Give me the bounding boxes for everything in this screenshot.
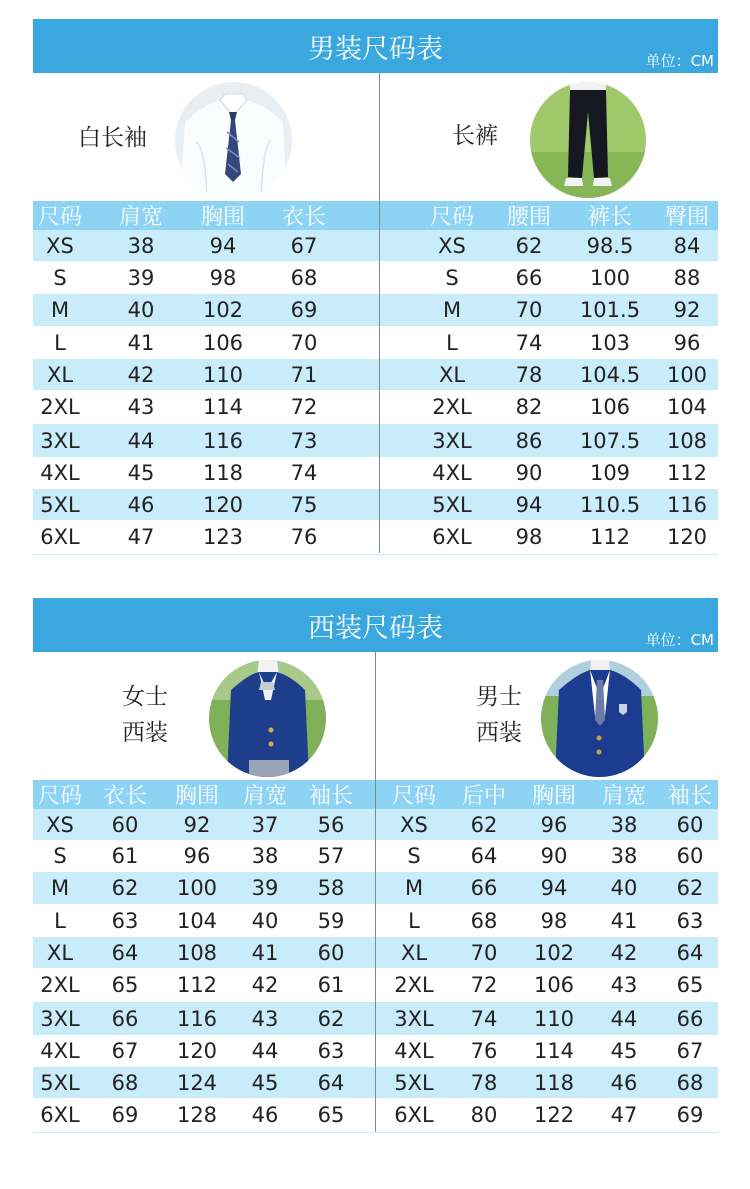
table-cell: XL — [46, 362, 74, 387]
table-cell: 44 — [610, 1006, 638, 1031]
table-cell: 44 — [251, 1039, 279, 1063]
table-cell: 80 — [470, 1102, 498, 1127]
table-cell: 110.5 — [579, 492, 641, 517]
table-cell: 108 — [176, 940, 218, 965]
table-header-cell: 袖长 — [667, 784, 713, 809]
table-cell: 90 — [515, 461, 543, 485]
shirt-label: 白长袖 — [78, 125, 147, 151]
table-cell: 120 — [666, 524, 708, 549]
table-row — [380, 326, 718, 359]
table-row — [33, 424, 379, 457]
table-cell: 72 — [470, 973, 498, 997]
table-cell: 116 — [176, 1006, 218, 1031]
table-cell: L — [54, 908, 66, 933]
table-cell: 65 — [676, 973, 704, 997]
table-cell: 63 — [317, 1039, 345, 1063]
table-cell: 86 — [515, 428, 543, 453]
table-cell: 59 — [317, 908, 345, 933]
table-row — [33, 1067, 375, 1098]
table-header-cell: 腰围 — [506, 205, 552, 230]
table-cell: 120 — [176, 1039, 218, 1063]
table-cell: 6XL — [432, 524, 472, 549]
table-bottom-line — [380, 554, 718, 555]
table-row — [376, 1002, 718, 1035]
table-cell: S — [407, 844, 421, 868]
table-row — [33, 904, 375, 937]
table-cell: 2XL — [394, 973, 434, 997]
table-row — [33, 1002, 375, 1035]
table-row — [376, 872, 718, 904]
table-cell: 40 — [251, 908, 279, 933]
table-row — [33, 968, 375, 1002]
table-cell: 60 — [111, 812, 139, 837]
table-cell: 98 — [209, 265, 237, 290]
table-cell: 4XL — [40, 1039, 80, 1063]
table-cell: 41 — [610, 908, 638, 933]
table-cell: 61 — [111, 844, 139, 868]
table-row — [380, 230, 718, 261]
table-cell: 62 — [676, 876, 704, 900]
table-cell: 94 — [515, 492, 543, 517]
table-cell: 3XL — [432, 428, 472, 453]
table-cell: S — [445, 265, 459, 290]
men-suit-photo — [541, 660, 658, 777]
table-cell: 3XL — [40, 1006, 80, 1031]
table-cell: 37 — [251, 812, 279, 837]
table-row — [33, 1035, 375, 1067]
table-cell: 39 — [127, 265, 155, 290]
table-row — [33, 1098, 375, 1131]
table-cell: 128 — [176, 1102, 218, 1127]
table-header-cell: 裤长 — [587, 205, 633, 230]
table-cell: 5XL — [40, 492, 80, 517]
table-cell: 5XL — [432, 492, 472, 517]
table-row — [33, 840, 375, 872]
table-cell: 43 — [610, 973, 638, 997]
table-cell: 42 — [251, 973, 279, 997]
table-cell: 100 — [666, 362, 708, 387]
table-row — [376, 1098, 718, 1131]
table-cell: 94 — [209, 233, 237, 258]
table-cell: 3XL — [40, 428, 80, 453]
table-cell: 74 — [470, 1006, 498, 1031]
table-row — [376, 840, 718, 872]
table-header-cell: 肩宽 — [118, 205, 164, 230]
table-cell: 4XL — [394, 1039, 434, 1063]
table-cell: 41 — [251, 940, 279, 965]
table-cell: 68 — [676, 1070, 704, 1095]
table-row — [33, 359, 379, 390]
table-cell: L — [54, 330, 66, 355]
suit-unit-label: 单位：CM — [645, 631, 714, 649]
women-suit-label-line2: 西装 — [122, 720, 168, 746]
table-cell: 3XL — [394, 1006, 434, 1031]
table-cell: M — [404, 876, 424, 900]
table-cell: 4XL — [432, 461, 472, 485]
table-header-row — [33, 780, 375, 809]
table-cell: 64 — [111, 940, 139, 965]
table-cell: 67 — [290, 233, 318, 258]
table-cell: 46 — [251, 1102, 279, 1127]
table-header-cell: 肩宽 — [242, 784, 288, 809]
table-cell: 64 — [470, 844, 498, 868]
women-suit-label-line1: 女士 — [122, 684, 168, 710]
table-cell: 123 — [202, 524, 244, 549]
table-row — [33, 872, 375, 904]
table-row — [376, 1067, 718, 1098]
table-cell: 43 — [127, 395, 155, 419]
table-cell: 90 — [540, 844, 568, 868]
table-cell: 76 — [470, 1039, 498, 1063]
table-cell: 5XL — [394, 1070, 434, 1095]
table-header-cell: 胸围 — [531, 784, 577, 809]
table-cell: XS — [438, 233, 466, 258]
table-cell: 110 — [202, 362, 244, 387]
table-cell: 46 — [127, 492, 155, 517]
table-cell: 45 — [127, 461, 155, 485]
table-row — [33, 390, 379, 424]
table-cell: 60 — [676, 812, 704, 837]
table-cell: 112 — [176, 973, 218, 997]
table-row — [376, 809, 718, 840]
table-cell: 70 — [515, 298, 543, 322]
table-cell: 65 — [111, 973, 139, 997]
table-cell: 4XL — [40, 461, 80, 485]
men-size-banner — [33, 19, 718, 73]
table-cell: 63 — [111, 908, 139, 933]
table-row — [33, 809, 375, 840]
table-cell: 112 — [666, 461, 708, 485]
table-header-cell: 袖长 — [308, 784, 354, 809]
table-cell: 62 — [111, 876, 139, 900]
table-cell: 98 — [515, 524, 543, 549]
table-cell: 68 — [470, 908, 498, 933]
table-cell: 102 — [202, 298, 244, 322]
table-cell: 44 — [127, 428, 155, 453]
table-cell: 98.5 — [586, 233, 634, 258]
table-cell: 61 — [317, 973, 345, 997]
table-cell: 100 — [176, 876, 218, 900]
table-cell: 70 — [290, 330, 318, 355]
women-suit-photo — [209, 660, 326, 777]
table-cell: 108 — [666, 428, 708, 453]
table-cell: 41 — [127, 330, 155, 355]
table-cell: 110 — [533, 1006, 575, 1031]
table-bottom-line — [376, 1132, 718, 1133]
table-row — [380, 489, 718, 520]
table-cell: 40 — [127, 298, 155, 322]
table-row — [380, 390, 718, 424]
table-cell: L — [446, 330, 458, 355]
table-cell: 39 — [251, 876, 279, 900]
table-cell: 56 — [317, 812, 345, 837]
table-cell: 70 — [470, 940, 498, 965]
table-cell: 82 — [515, 395, 543, 419]
table-cell: L — [408, 908, 420, 933]
table-cell: 66 — [515, 265, 543, 290]
table-cell: S — [53, 844, 67, 868]
table-cell: 116 — [666, 492, 708, 517]
table-cell: 76 — [290, 524, 318, 549]
table-cell: 2XL — [432, 395, 472, 419]
table-cell: 45 — [251, 1070, 279, 1095]
men-size-title: 男装尺码表 — [308, 34, 443, 65]
table-row — [33, 489, 379, 520]
table-cell: 114 — [202, 395, 244, 419]
table-cell: M — [442, 298, 462, 322]
table-cell: 47 — [127, 524, 155, 549]
shirt-photo — [175, 82, 292, 199]
table-cell: 96 — [673, 330, 701, 355]
table-cell: 69 — [676, 1102, 704, 1127]
table-row — [33, 326, 379, 359]
table-row — [376, 1035, 718, 1067]
table-cell: 67 — [111, 1039, 139, 1063]
table-cell: 73 — [290, 428, 318, 453]
table-cell: 88 — [673, 265, 701, 290]
table-header-cell: 尺码 — [391, 784, 437, 809]
men-suit-label-line1: 男士 — [476, 684, 522, 710]
table-cell: 2XL — [40, 973, 80, 997]
table-header-cell: 尺码 — [37, 205, 83, 230]
table-cell: 47 — [610, 1102, 638, 1127]
table-cell: 6XL — [394, 1102, 434, 1127]
table-header-cell: 尺码 — [429, 205, 475, 230]
table-header-cell: 尺码 — [37, 784, 83, 809]
table-row — [33, 261, 379, 294]
table-cell: 69 — [111, 1102, 139, 1127]
table-cell: 107.5 — [579, 428, 641, 453]
table-cell: 71 — [290, 362, 318, 387]
table-row — [33, 230, 379, 261]
table-cell: 46 — [610, 1070, 638, 1095]
table-header-cell: 衣长 — [102, 784, 148, 809]
table-cell: 96 — [183, 844, 211, 868]
table-cell: 43 — [251, 1006, 279, 1031]
table-header-cell: 衣长 — [281, 205, 327, 230]
table-cell: 38 — [610, 844, 638, 868]
table-cell: 98 — [540, 908, 568, 933]
table-cell: 114 — [533, 1039, 575, 1063]
table-cell: 38 — [610, 812, 638, 837]
table-row — [376, 937, 718, 968]
table-cell: 78 — [470, 1070, 498, 1095]
table-cell: 6XL — [40, 1102, 80, 1127]
table-header-row — [33, 201, 379, 230]
table-cell: 122 — [533, 1102, 575, 1127]
table-cell: 112 — [589, 524, 631, 549]
table-cell: M — [50, 298, 70, 322]
table-cell: 66 — [111, 1006, 139, 1031]
table-cell: 104.5 — [579, 362, 641, 387]
table-cell: 103 — [589, 330, 631, 355]
table-cell: 66 — [676, 1006, 704, 1031]
table-cell: 75 — [290, 492, 318, 517]
table-row — [376, 904, 718, 937]
table-row — [33, 937, 375, 968]
table-row — [33, 457, 379, 489]
table-cell: 64 — [676, 940, 704, 965]
table-header-cell: 肩宽 — [601, 784, 647, 809]
men-unit-label: 单位：CM — [645, 52, 714, 70]
table-cell: 100 — [589, 265, 631, 290]
table-cell: 116 — [202, 428, 244, 453]
table-cell: XS — [400, 812, 428, 837]
table-cell: 124 — [176, 1070, 218, 1095]
table-cell: 42 — [127, 362, 155, 387]
table-cell: 101.5 — [579, 298, 641, 322]
table-cell: 109 — [589, 461, 631, 485]
table-row — [33, 294, 379, 326]
suit-size-title: 西装尺码表 — [308, 613, 443, 644]
table-cell: 92 — [183, 812, 211, 837]
table-cell: 2XL — [40, 395, 80, 419]
pants-photo — [530, 82, 646, 198]
table-row — [380, 520, 718, 553]
table-cell: XL — [438, 362, 466, 387]
table-row — [380, 424, 718, 457]
table-cell: 6XL — [40, 524, 80, 549]
table-header-cell: 臀围 — [664, 205, 710, 230]
table-cell: 65 — [317, 1102, 345, 1127]
table-row — [33, 520, 379, 553]
table-header-cell: 后中 — [461, 784, 507, 809]
table-cell: M — [50, 876, 70, 900]
table-cell: 38 — [127, 233, 155, 258]
table-row — [376, 968, 718, 1002]
table-cell: S — [53, 265, 67, 290]
table-cell: 94 — [540, 876, 568, 900]
table-cell: XS — [46, 233, 74, 258]
table-cell: XS — [46, 812, 74, 837]
table-header-row — [380, 201, 718, 230]
table-cell: 57 — [317, 844, 345, 868]
table-cell: 62 — [317, 1006, 345, 1031]
table-cell: 118 — [533, 1070, 575, 1095]
table-cell: 38 — [251, 844, 279, 868]
table-cell: 84 — [673, 233, 701, 258]
table-cell: 104 — [666, 395, 708, 419]
table-cell: 67 — [676, 1039, 704, 1063]
table-bottom-line — [33, 1132, 375, 1133]
table-cell: 63 — [676, 908, 704, 933]
table-header-cell: 胸围 — [174, 784, 220, 809]
table-cell: 58 — [317, 876, 345, 900]
table-cell: 68 — [290, 265, 318, 290]
table-header-cell: 胸围 — [200, 205, 246, 230]
table-row — [380, 457, 718, 489]
table-cell: 106 — [533, 973, 575, 997]
table-cell: 104 — [176, 908, 218, 933]
table-cell: 96 — [540, 812, 568, 837]
table-cell: 68 — [111, 1070, 139, 1095]
table-cell: 120 — [202, 492, 244, 517]
men-suit-label-line2: 西装 — [476, 720, 522, 746]
pants-label: 长裤 — [452, 123, 498, 149]
table-cell: 102 — [533, 940, 575, 965]
table-cell: 64 — [317, 1070, 345, 1095]
table-row — [380, 294, 718, 326]
table-row — [380, 261, 718, 294]
table-cell: 106 — [589, 395, 631, 419]
table-cell: 40 — [610, 876, 638, 900]
table-row — [380, 359, 718, 390]
table-cell: 45 — [610, 1039, 638, 1063]
table-cell: 69 — [290, 298, 318, 322]
table-cell: 74 — [515, 330, 543, 355]
table-cell: 62 — [515, 233, 543, 258]
table-cell: 66 — [470, 876, 498, 900]
table-cell: XL — [46, 940, 74, 965]
table-cell: 78 — [515, 362, 543, 387]
table-cell: 106 — [202, 330, 244, 355]
table-cell: 74 — [290, 461, 318, 485]
table-cell: 72 — [290, 395, 318, 419]
suit-size-banner — [33, 598, 718, 652]
table-cell: XL — [400, 940, 428, 965]
table-cell: 92 — [673, 298, 701, 322]
table-cell: 60 — [676, 844, 704, 868]
table-cell: 118 — [202, 461, 244, 485]
table-cell: 62 — [470, 812, 498, 837]
table-cell: 60 — [317, 940, 345, 965]
table-header-row — [376, 780, 718, 809]
table-bottom-line — [33, 554, 379, 555]
table-cell: 5XL — [40, 1070, 80, 1095]
table-cell: 42 — [610, 940, 638, 965]
